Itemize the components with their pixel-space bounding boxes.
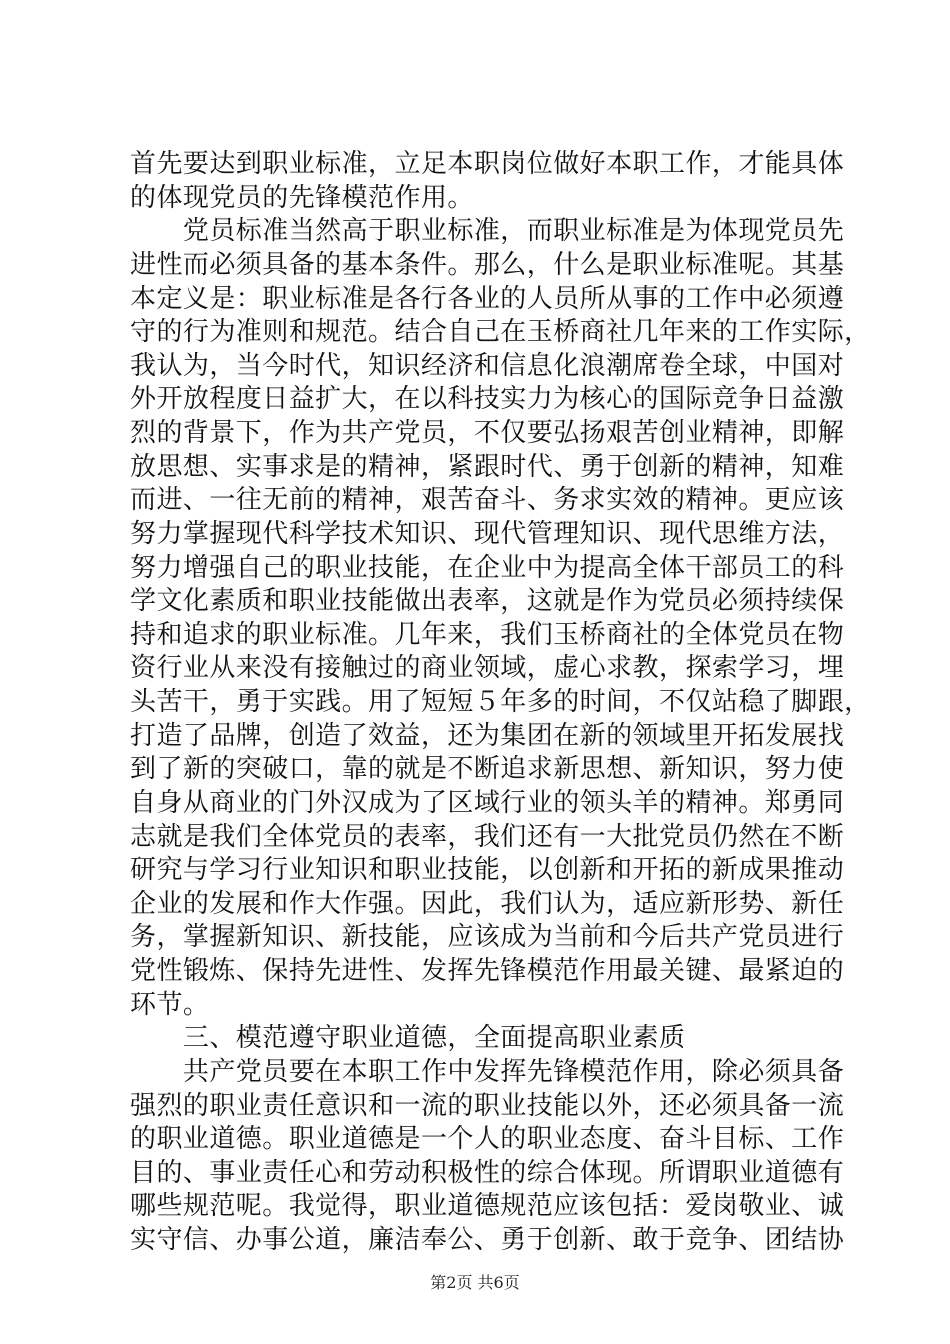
text-line: 首先要达到职业标准，立足本职岗位做好本职工作，才能具体 — [130, 149, 845, 179]
text-line: 我认为，当今时代，知识经济和信息化浪潮席卷全球，中国对 — [130, 351, 845, 381]
text-line: 烈的背景下，作为共产党员，不仅要弘扬艰苦创业精神，即解 — [130, 418, 845, 448]
text-line: 学文化素质和职业技能做出表率，这就是作为党员必须持续保 — [130, 586, 845, 616]
text-line: 的体现党员的先锋模范作用。 — [130, 183, 474, 213]
text-line: 志就是我们全体党员的表率，我们还有一大批党员仍然在不断 — [130, 822, 845, 852]
text-line: 强烈的职业责任意识和一流的职业技能以外，还必须具备一流 — [130, 1091, 845, 1121]
section-heading: 三、模范遵守职业道德，全面提高职业素质 — [130, 1023, 686, 1053]
text-line: 党员标准当然高于职业标准，而职业标准是为体现党员先 — [130, 216, 845, 246]
text-line: 到了新的突破口，靠的就是不断追求新思想、新知识，努力使 — [130, 754, 845, 784]
text-line: 环节。 — [130, 990, 210, 1020]
text-line: 自身从商业的门外汉成为了区域行业的领头羊的精神。郑勇同 — [130, 788, 845, 818]
text-line: 而进、一往无前的精神，艰苦奋斗、务求实效的精神。更应该 — [130, 485, 845, 515]
text-line: 资行业从来没有接触过的商业领域，虚心求教，探索学习，埋 — [130, 653, 845, 683]
text-line: 本定义是：职业标准是各行各业的人员所从事的工作中必须遵 — [130, 284, 845, 314]
text-line: 努力掌握现代科学技术知识、现代管理知识、现代思维方法， — [130, 519, 845, 549]
text-line: 放思想、实事求是的精神，紧跟时代、勇于创新的精神，知难 — [130, 452, 845, 482]
text-line: 实守信、办事公道，廉洁奉公、勇于创新、敢于竞争、团结协 — [130, 1225, 845, 1255]
text-line: 守的行为准则和规范。结合自己在玉桥商社几年来的工作实际， — [130, 317, 871, 347]
text-line: 努力增强自己的职业技能，在企业中为提高全体干部员工的科 — [130, 553, 845, 583]
text-line: 打造了品牌，创造了效益，还为集团在新的领域里开拓发展找 — [130, 721, 845, 751]
text-line: 务，掌握新知识、新技能，应该成为当前和今后共产党员进行 — [130, 922, 845, 952]
text-line: 进性而必须具备的基本条件。那么，什么是职业标准呢。其基 — [130, 250, 845, 280]
text-line: 研究与学习行业知识和职业技能，以创新和开拓的新成果推动 — [130, 855, 845, 885]
text-line: 头苦干，勇于实践。用了短短５年多的时间，不仅站稳了脚跟， — [130, 687, 871, 717]
text-line: 目的、事业责任心和劳动积极性的综合体现。所谓职业道德有 — [130, 1158, 845, 1188]
text-line: 持和追求的职业标准。几年来，我们玉桥商社的全体党员在物 — [130, 620, 845, 650]
text-line: 的职业道德。职业道德是一个人的职业态度、奋斗目标、工作 — [130, 1124, 845, 1154]
text-line: 党性锻炼、保持先进性、发挥先锋模范作用最关键、最紧迫的 — [130, 956, 845, 986]
page-footer: 第2页 共6页 — [430, 1273, 520, 1292]
text-line: 共产党员要在本职工作中发挥先锋模范作用，除必须具备 — [130, 1057, 845, 1087]
text-line: 哪些规范呢。我觉得，职业道德规范应该包括：爱岗敬业、诚 — [130, 1191, 845, 1221]
text-line: 企业的发展和作大作强。因此，我们认为，适应新形势、新任 — [130, 889, 845, 919]
text-line: 外开放程度日益扩大，在以科技实力为核心的国际竞争日益激 — [130, 384, 845, 414]
